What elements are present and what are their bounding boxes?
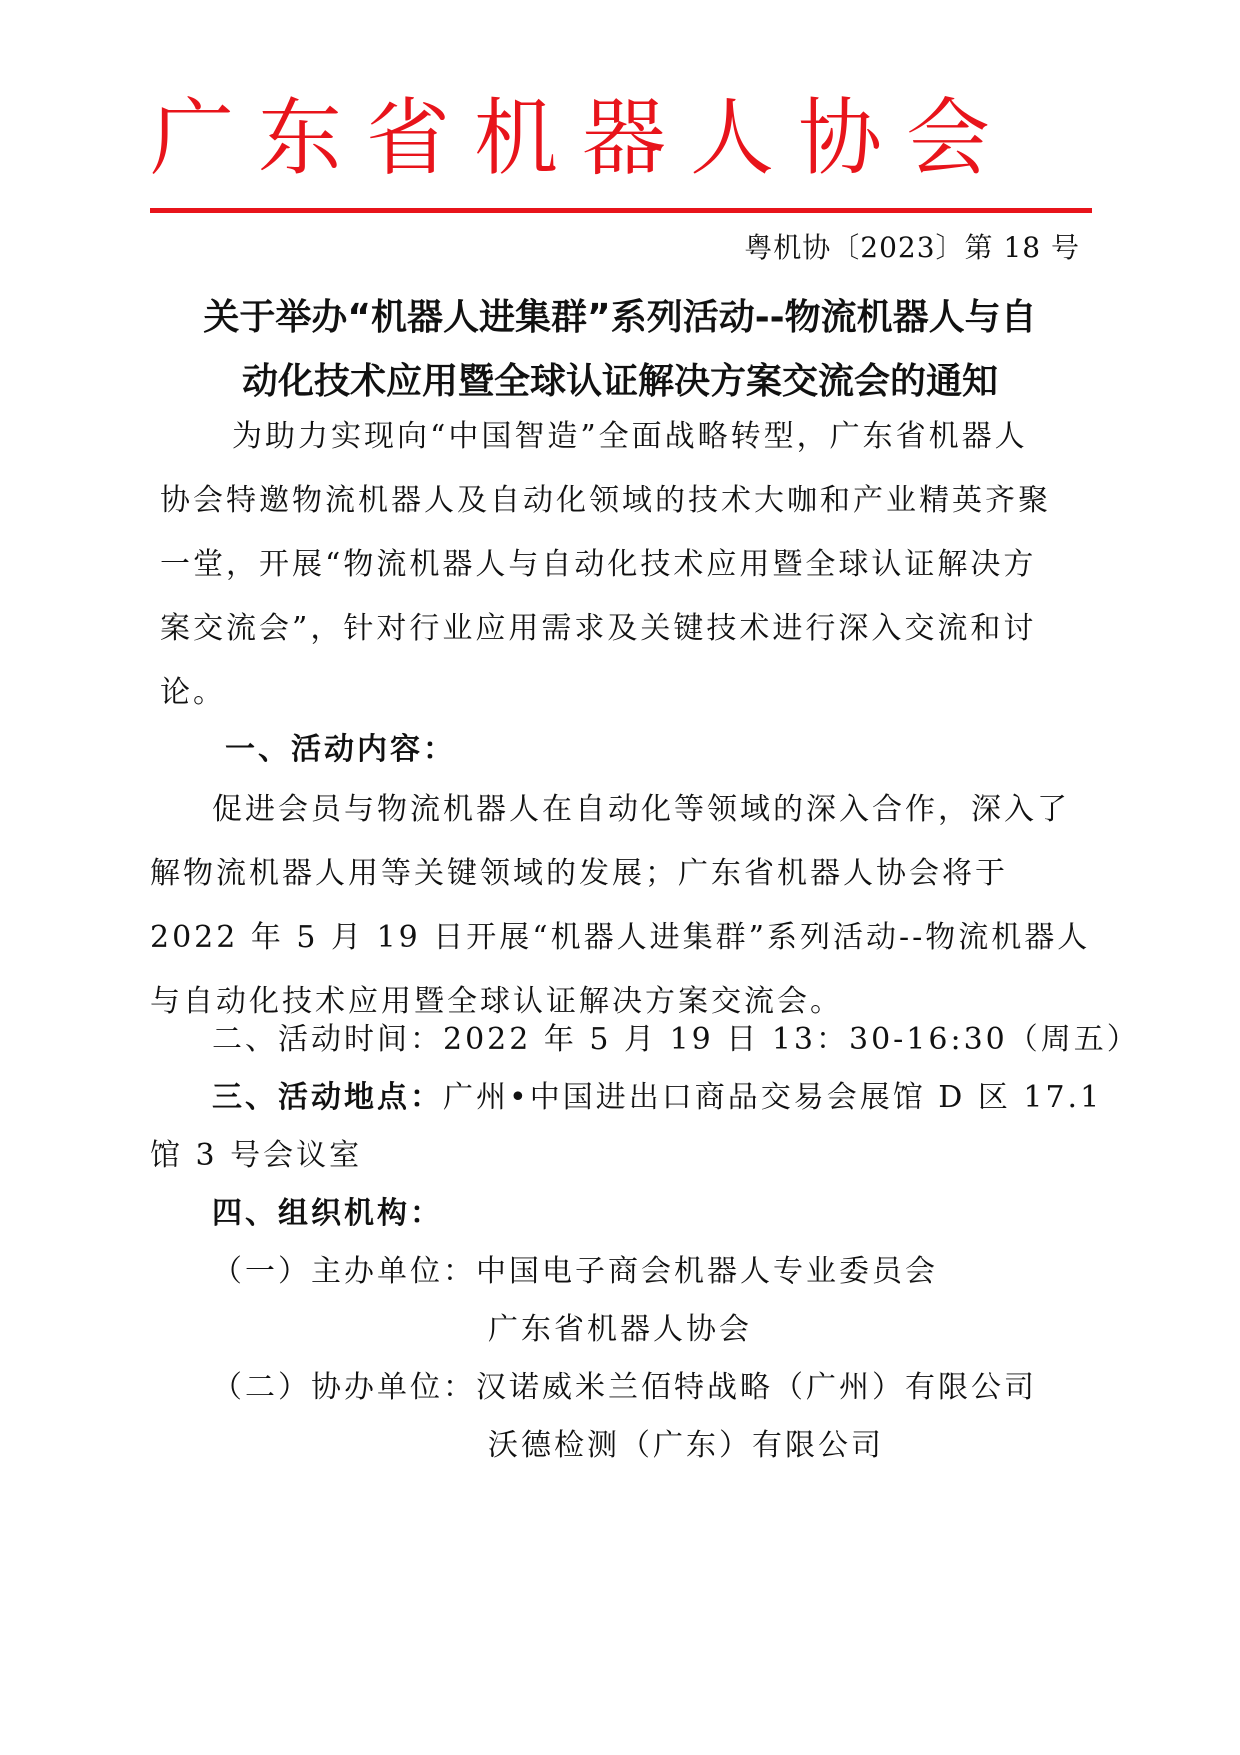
- section-1-line: 解物流机器人用等关键领域的发展；广东省机器人协会将于: [150, 856, 1008, 891]
- intro-line: 一堂，开展“物流机器人与自动化技术应用暨全球认证解决方: [160, 547, 1037, 582]
- section-3-row: [212, 1066, 1102, 1130]
- section-3-heading: 三、活动地点：: [212, 1080, 443, 1115]
- section-1-paragraph: [150, 778, 1091, 1034]
- co-host-org: 汉诺威米兰佰特战略（广州）有限公司: [476, 1370, 1037, 1405]
- host-label: （一）主办单位：: [212, 1254, 476, 1289]
- intro-paragraph: [160, 405, 1080, 725]
- section-1-heading: 一、活动内容：: [225, 732, 456, 767]
- organization-letterhead: 广东省机器人协会: [150, 89, 1015, 187]
- event-location: 广州•中国进出口商品交易会展馆 D 区 17.1: [443, 1080, 1103, 1115]
- section-2-row: [212, 1008, 1140, 1072]
- section-1-line: 2022 年 5 月 19 日开展“机器人进集群”系列活动--物流机器人: [150, 920, 1091, 955]
- document-title-line-1: 关于举办“机器人进集群”系列活动--物流机器人与自: [203, 297, 1037, 338]
- document-title: [150, 286, 1090, 414]
- host-row: [212, 1240, 938, 1304]
- co-host-label: （二）协办单位：: [212, 1370, 476, 1405]
- event-time: 2022 年 5 月 19 日 13：30-16:30（周五）: [443, 1022, 1140, 1057]
- host-org: 中国电子商会机器人专业委员会: [476, 1254, 938, 1289]
- document-title-line-2: 动化技术应用暨全球认证解决方案交流会的通知: [241, 361, 998, 402]
- letterhead-divider: [150, 208, 1092, 213]
- co-host-org: 沃德检测（广东）有限公司: [488, 1428, 884, 1463]
- host-org: 广东省机器人协会: [488, 1312, 752, 1347]
- intro-line: 为助力实现向“中国智造”全面战略转型，广东省机器人: [232, 419, 1028, 454]
- intro-line: 协会特邀物流机器人及自动化领域的技术大咖和产业精英齐聚: [160, 483, 1051, 518]
- document-number: 粤机协〔2023〕第 18 号: [744, 231, 1080, 264]
- co-host-row: [212, 1356, 1037, 1420]
- intro-line: 论。: [160, 675, 226, 710]
- section-2-heading: 二、活动时间：: [212, 1022, 443, 1057]
- event-location-continued: 馆 3 号会议室: [150, 1138, 363, 1173]
- section-1-line: 与自动化技术应用暨全球认证解决方案交流会。: [150, 984, 843, 1019]
- section-1-line: 促进会员与物流机器人在自动化等领域的深入合作，深入了: [212, 792, 1070, 827]
- section-4-heading: 四、组织机构：: [212, 1196, 443, 1231]
- intro-line: 案交流会”，针对行业应用需求及关键技术进行深入交流和讨: [160, 611, 1037, 646]
